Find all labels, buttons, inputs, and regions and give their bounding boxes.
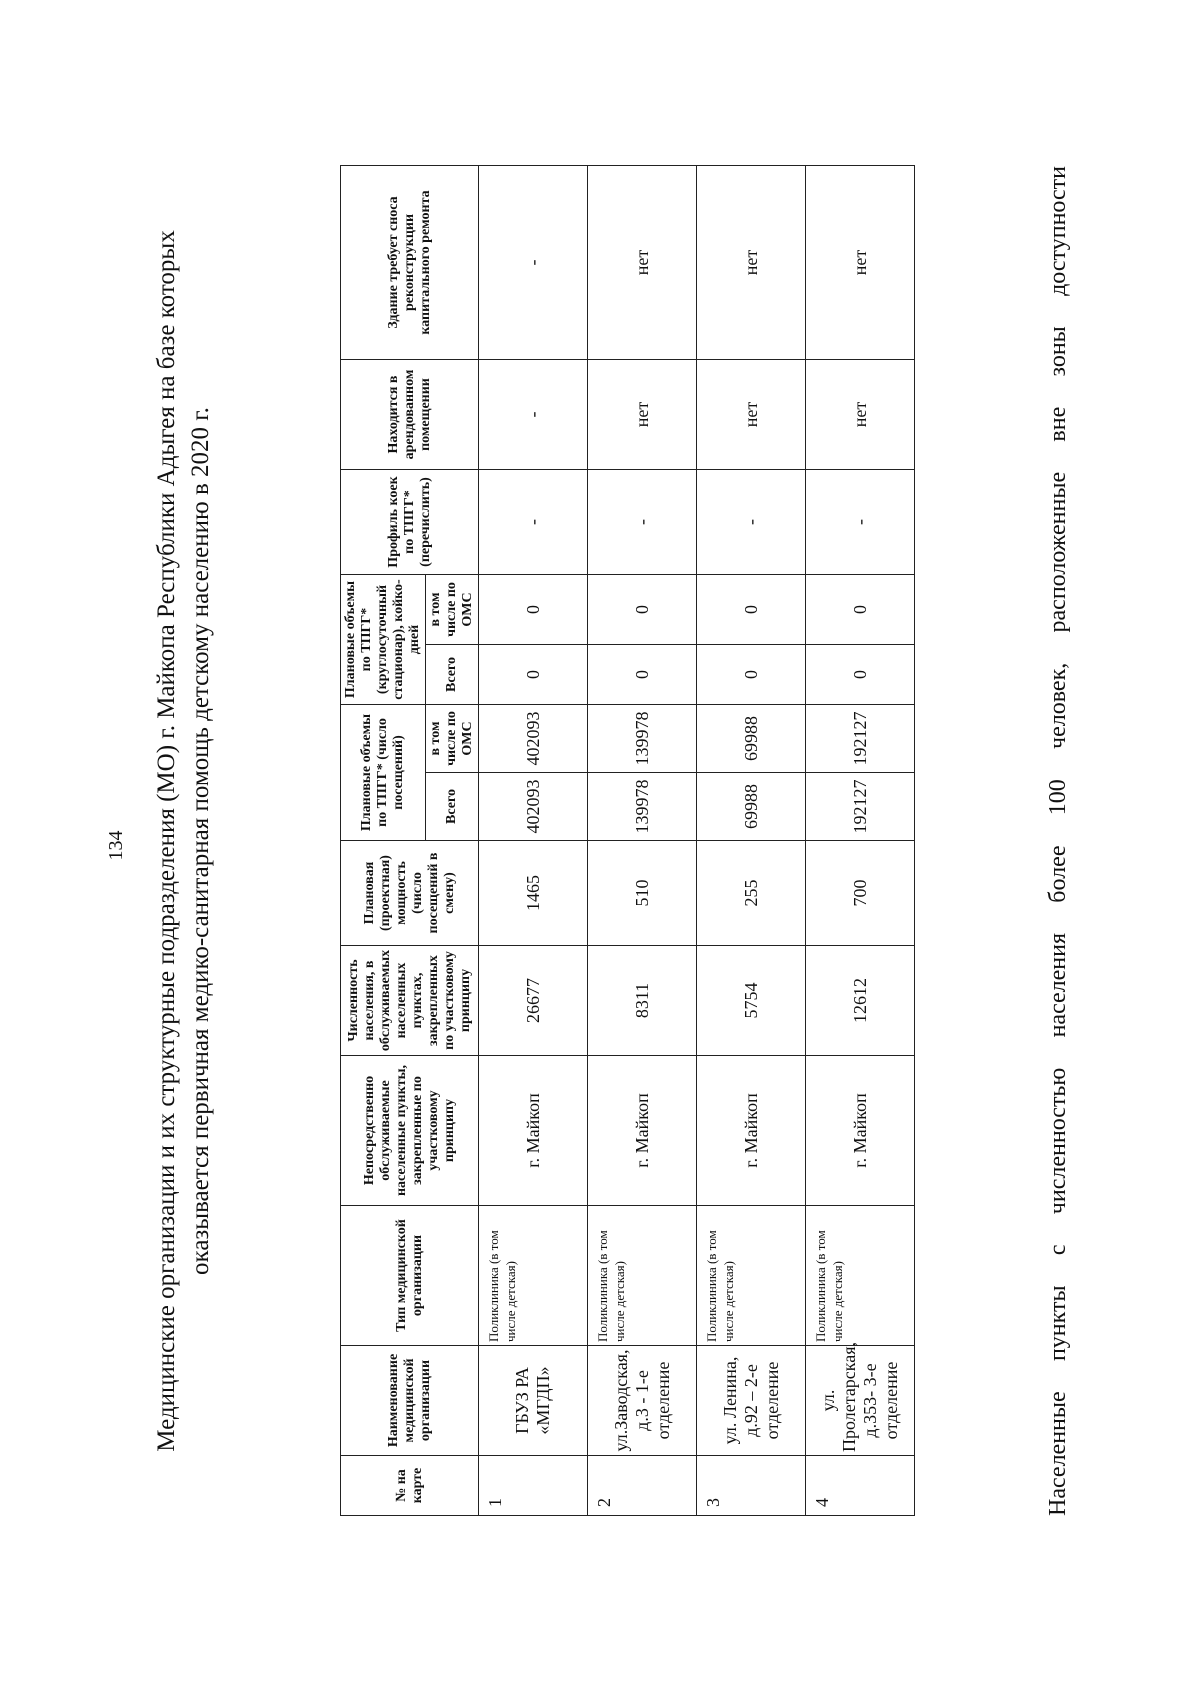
cell-name: ул.Заводская, д.3 - 1-е отделение	[588, 1346, 697, 1456]
cell-beds-oms: 0	[697, 575, 806, 645]
cell-type: Поликлиника (в том числе детская)	[697, 1206, 806, 1346]
cell-beds-oms: 0	[588, 575, 697, 645]
header-rented: Находится в арендованном помещении	[341, 360, 479, 470]
cell-num: 3	[697, 1456, 806, 1516]
table-row	[697, 166, 806, 1516]
title-line-1: Медицинские организации и их структурные подразделения (МО) г. Майкопа Республики Адыгея на базе которых	[153, 230, 180, 1452]
cell-capacity: 700	[806, 841, 915, 946]
cell-beds-oms: 0	[806, 575, 915, 645]
cell-visits-oms: 69988	[697, 705, 806, 773]
cell-profile: -	[588, 470, 697, 575]
cell-visits-oms: 402093	[479, 705, 588, 773]
cell-num: 2	[588, 1456, 697, 1516]
title-line-2: оказывается первичная медико-санитарная помощь детскому населению в 2020 г.	[187, 407, 214, 1275]
cell-settlement: г. Майкоп	[588, 1056, 697, 1206]
cell-visits-total: 139978	[588, 773, 697, 841]
cell-visits-total: 69988	[697, 773, 806, 841]
cell-settlement: г. Майкоп	[697, 1056, 806, 1206]
cell-demolition: -	[479, 166, 588, 360]
cell-type: Поликлиника (в том числе детская)	[588, 1206, 697, 1346]
header-beds-oms: в том числе по ОМС	[426, 575, 479, 645]
cell-name: ул. Пролетарская, д.353- 3-е отделение	[806, 1346, 915, 1456]
cell-num: 4	[806, 1456, 915, 1516]
header-population: Численность населения, в обслуживаемых населенных пунктах, закрепленных по участковому принципу	[341, 946, 479, 1056]
cell-demolition: нет	[588, 166, 697, 360]
cell-beds-oms: 0	[479, 575, 588, 645]
header-capacity: Плановая (проектная) мощность (число посещений в смену)	[341, 841, 479, 946]
cell-rented: нет	[697, 360, 806, 470]
header-stationary-group: Плановые объемы по ТПГГ* (круглосуточный стационар), койко-дней	[341, 575, 426, 705]
cell-demolition: нет	[806, 166, 915, 360]
header-settlements: Непосредственно обслуживаемые населенные пункты, закрепленные по участковому принципу	[341, 1056, 479, 1206]
cell-visits-oms: 192127	[806, 705, 915, 773]
cell-capacity: 510	[588, 841, 697, 946]
cell-profile: -	[479, 470, 588, 575]
cell-population: 5754	[697, 946, 806, 1056]
cell-name: ГБУЗ РА «МГДП»	[479, 1346, 588, 1456]
cell-beds-total: 0	[588, 645, 697, 705]
cell-beds-total: 0	[697, 645, 806, 705]
cell-beds-total: 0	[806, 645, 915, 705]
header-visits-group: Плановые объемы по ТПГГ* (число посещений)	[341, 705, 426, 841]
header-visits-oms: в том числе по ОМС	[426, 705, 479, 773]
footer-text: Населенные пункты с численностью населения более 100 человек, расположенные вне зоны доступности	[1045, 166, 1071, 1516]
cell-name: ул. Ленина, д.92 – 2-е отделение	[697, 1346, 806, 1456]
header-visits-total: Всего	[426, 773, 479, 841]
cell-settlement: г. Майкоп	[479, 1056, 588, 1206]
cell-profile: -	[697, 470, 806, 575]
cell-visits-total: 402093	[479, 773, 588, 841]
cell-rented: нет	[588, 360, 697, 470]
cell-profile: -	[806, 470, 915, 575]
header-name: Наименование медицинской организации	[341, 1346, 479, 1456]
header-type: Тип медицинской организации	[341, 1206, 479, 1346]
table-row	[806, 166, 915, 1516]
header-num: № на карте	[341, 1456, 479, 1516]
cell-type: Поликлиника (в том числе детская)	[479, 1206, 588, 1346]
cell-num: 1	[479, 1456, 588, 1516]
header-row-1	[341, 166, 426, 1516]
header-demolition: Здание требует сноса реконструкции капитального ремонта	[341, 166, 479, 360]
page-number: 134	[105, 830, 127, 861]
cell-visits-oms: 139978	[588, 705, 697, 773]
cell-beds-total: 0	[479, 645, 588, 705]
cell-rented: нет	[806, 360, 915, 470]
document-title	[150, 151, 218, 1531]
cell-capacity: 1465	[479, 841, 588, 946]
cell-demolition: нет	[697, 166, 806, 360]
cell-visits-total: 192127	[806, 773, 915, 841]
cell-population: 12612	[806, 946, 915, 1056]
cell-population: 26677	[479, 946, 588, 1056]
medical-organizations-table	[340, 165, 915, 1516]
cell-rented: -	[479, 360, 588, 470]
cell-capacity: 255	[697, 841, 806, 946]
table-row	[479, 166, 588, 1516]
table-row	[588, 166, 697, 1516]
header-profile: Профиль коек по ТПГГ* (перечислить)	[341, 470, 479, 575]
cell-population: 8311	[588, 946, 697, 1056]
cell-settlement: г. Майкоп	[806, 1056, 915, 1206]
cell-type: Поликлиника (в том числе детская)	[806, 1206, 915, 1346]
header-beds-total: Всего	[426, 645, 479, 705]
